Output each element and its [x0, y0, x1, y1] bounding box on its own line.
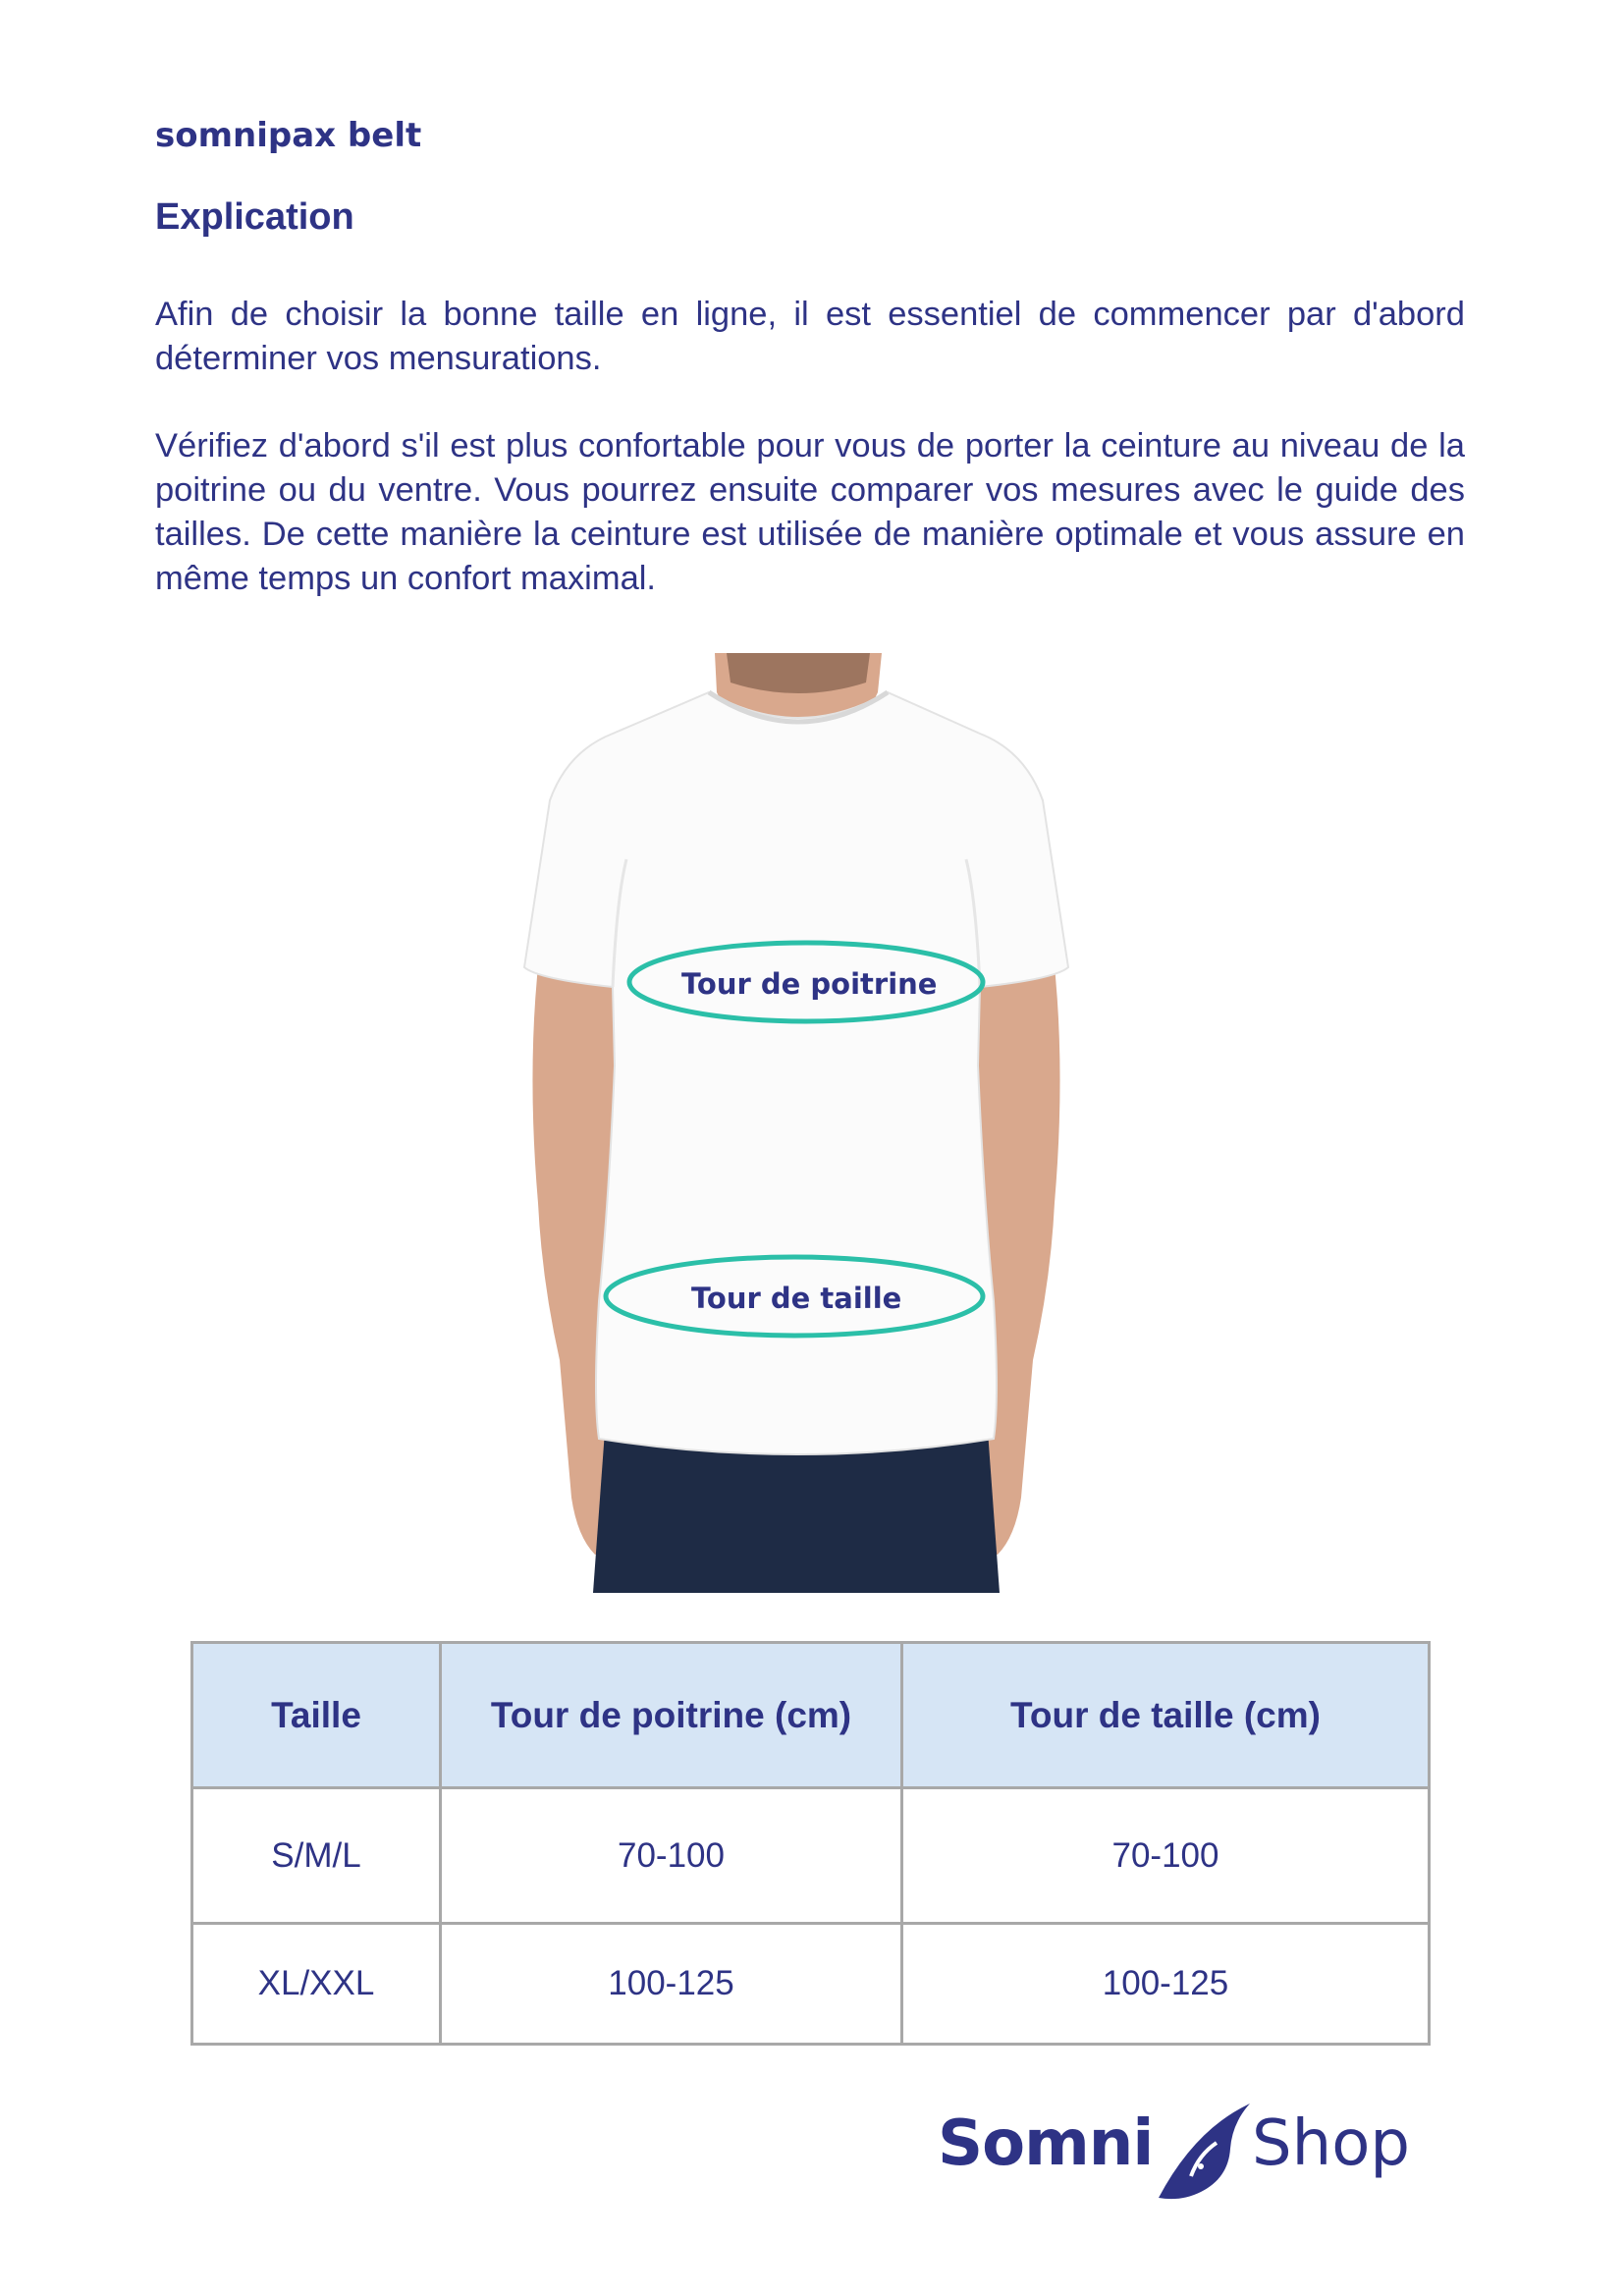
instructions-paragraph: Vérifiez d'abord s'il est plus confortable pour vous de porter la ceinture au niveau de la poitrine ou du ventre. Vous pourrez ensuite comparer vos mesures avec le guide des tailles. De cette manière la ceinture est utilisée de manière optimale et vous assure en même temps un confort maximal.: [155, 427, 1465, 597]
logo-somni-text: Somni: [938, 2107, 1154, 2180]
table-header-row: [192, 1643, 1430, 1788]
logo-shop-text: Shop: [1252, 2107, 1410, 2180]
cell-size: XL/XXL: [192, 1924, 441, 2045]
header-chest: Tour de poitrine (cm): [441, 1643, 902, 1788]
cell-size: S/M/L: [192, 1788, 441, 1924]
table-row: [192, 1924, 1430, 2045]
measurement-figure: [469, 653, 1123, 1593]
product-title: somnipax belt: [155, 116, 422, 155]
cell-chest: 100-125: [441, 1924, 902, 2045]
section-heading: Explication: [155, 196, 354, 238]
header-waist: Tour de taille (cm): [902, 1643, 1430, 1788]
cell-chest: 70-100: [441, 1788, 902, 1924]
size-guide-table: [190, 1641, 1431, 2046]
waist-label: Tour de taille: [691, 1282, 902, 1315]
table-row: [192, 1788, 1430, 1924]
model-illustration: [469, 653, 1123, 1593]
intro-paragraph: Afin de choisir la bonne taille en ligne, il est essentiel de commencer par d'abord déterminer vos mensurations.: [155, 296, 1465, 377]
cell-waist: 70-100: [902, 1788, 1430, 1924]
cell-waist: 100-125: [902, 1924, 1430, 2045]
chest-label: Tour de poitrine: [681, 967, 938, 1001]
somnishop-logo: [938, 2090, 1429, 2217]
model-beard: [727, 653, 870, 693]
header-size: Taille: [192, 1643, 441, 1788]
